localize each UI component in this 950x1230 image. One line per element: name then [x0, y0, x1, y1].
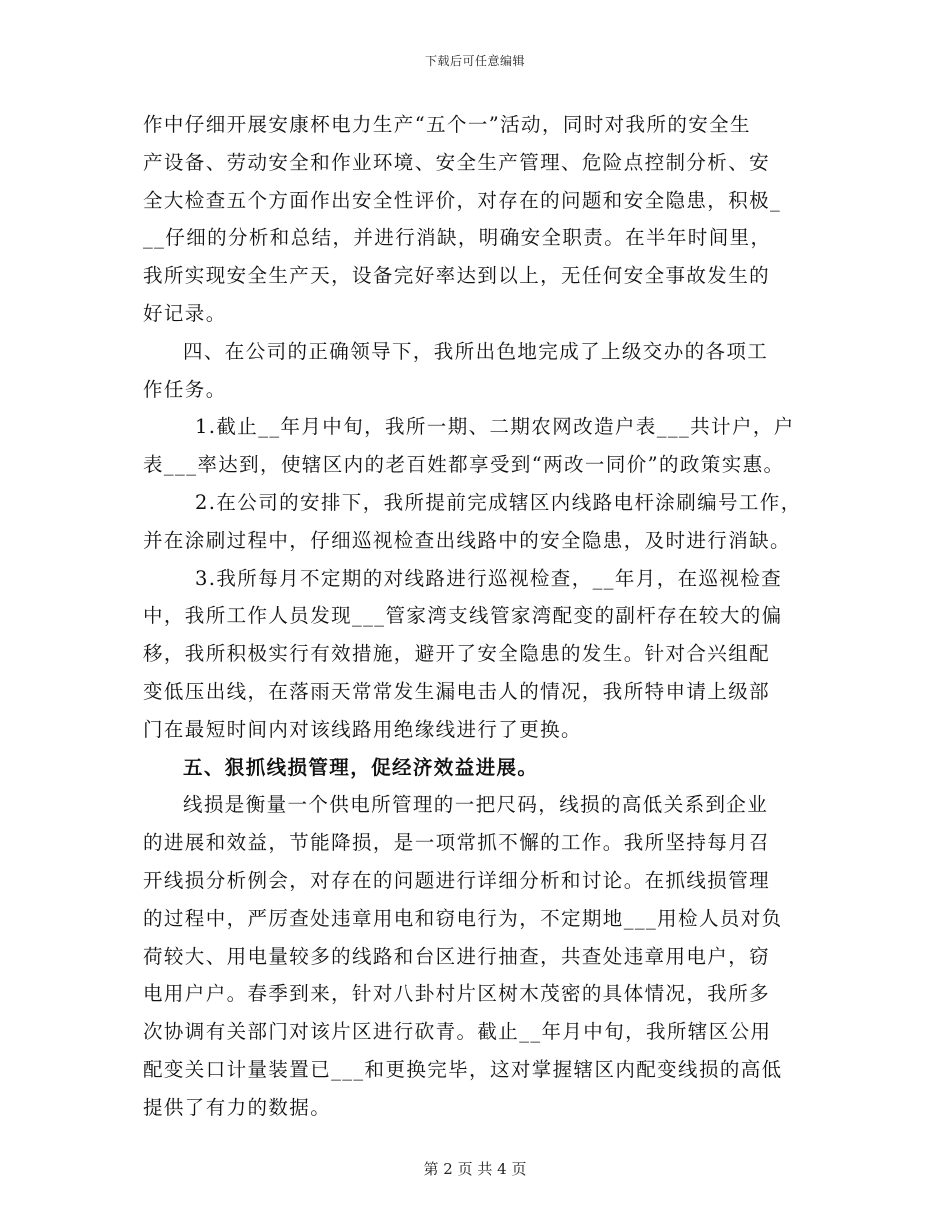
section-heading: 五、狠抓线损管理，促经济效益进展。	[183, 755, 539, 779]
text-line: 移，我所积极实行有效措施，避开了安全隐患的发生。针对合兴组配	[143, 642, 771, 666]
text-line: 线损是衡量一个供电所管理的一把尺码，线损的高低关系到企业	[183, 793, 769, 817]
body-text	[143, 106, 815, 1127]
text-line: 电用户户。春季到来，针对八卦村片区树木茂密的具体情况，我所多	[143, 982, 771, 1006]
text-line: 我所实现安全生产天，设备完好率达到以上，无任何安全事故发生的	[143, 264, 771, 288]
text-line: 产设备、劳动安全和作业环境、安全生产管理、危险点控制分析、安	[143, 150, 771, 174]
header-note: 下载后可任意编辑	[424, 54, 525, 68]
text-line: 2.在公司的安排下，我所提前完成辖区内线路电杆涂刷编号工作，	[195, 490, 802, 514]
text-line: 四、在公司的正确领导下，我所出色地完成了上级交办的各项工	[183, 339, 769, 363]
text-line: 1.截止__年月中旬，我所一期、二期农网改造户表___共计户，户	[195, 415, 795, 439]
page-number: 第 2 页 共 4 页	[423, 1160, 527, 1178]
text-line: __仔细的分析和总结，并进行消缺，明确安全职责。在半年时间里，	[143, 226, 772, 250]
text-line: 荷较大、用电量较多的线路和台区进行抽查，共查处违章用电户，窃	[143, 944, 771, 968]
text-line: 开线损分析例会，对存在的问题进行详细分析和讨论。在抓线损管理	[143, 868, 771, 892]
text-line: 表___率达到，使辖区内的老百姓都享受到“两改一同价”的政策实惠。	[143, 453, 785, 477]
text-line: 变低压出线，在落雨天常常发生漏电击人的情况，我所特申请上级部	[143, 679, 771, 703]
text-line: 的进展和效益，节能降损，是一项常抓不懈的工作。我所坚持每月召	[143, 831, 771, 855]
text-line: 配变关口计量装置已___和更换完毕，这对掌握辖区内配变线损的高低	[143, 1057, 783, 1081]
text-line: 全大检查五个方面作出安全性评价，对存在的问题和安全隐患，积极_	[143, 188, 782, 212]
text-line: 的过程中，严厉查处违章用电和窃电行为，不定期地___用检人员对负	[143, 906, 783, 930]
text-line: 中，我所工作人员发现___管家湾支线管家湾配变的副杆存在较大的偏	[143, 604, 783, 628]
text-line: 3.我所每月不定期的对线路进行巡视检查，__年月，在巡视检查	[195, 566, 783, 590]
text-line: 好记录。	[143, 301, 227, 325]
text-line: 提供了有力的数据。	[143, 1095, 332, 1119]
text-line: 次协调有关部门对该片区进行砍青。截止__年月中旬，我所辖区公用	[143, 1020, 772, 1044]
text-line: 作任务。	[143, 377, 227, 401]
text-line: 门在最短时间内对该线路用绝缘线进行了更换。	[143, 717, 582, 741]
text-line: 并在涂刷过程中，仔细巡视检查出线路中的安全隐患，及时进行消缺。	[143, 528, 791, 552]
text-line: 作中仔细开展安康杯电力生产“五个一”活动，同时对我所的安全生	[143, 113, 751, 136]
